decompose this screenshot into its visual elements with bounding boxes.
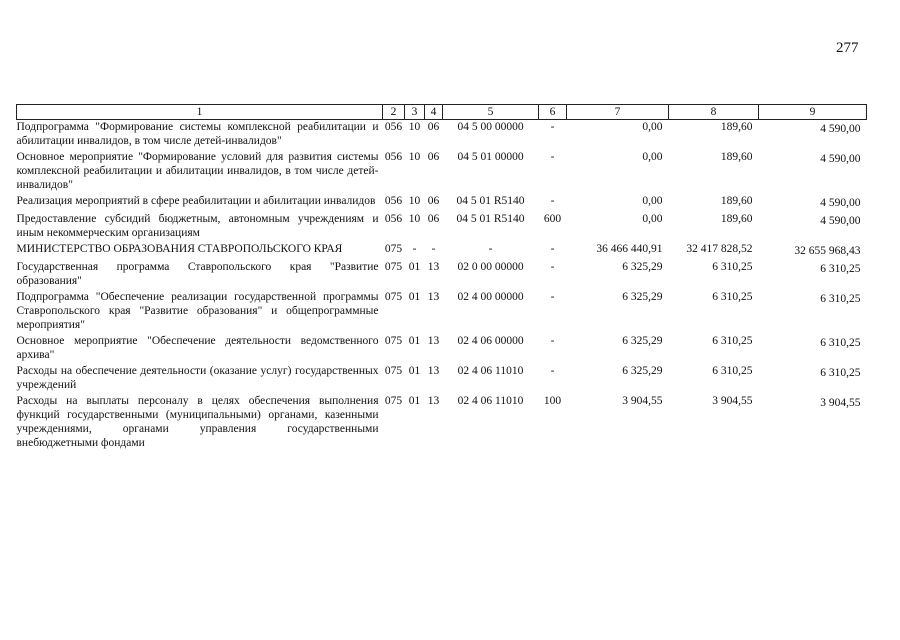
section-code: 10 <box>408 151 421 163</box>
amount-col-9: 6 310,25 <box>820 367 861 379</box>
header-row <box>17 105 867 120</box>
section-code: 01 <box>408 261 421 273</box>
table-row <box>17 120 867 151</box>
ministry-code: 075 <box>384 243 403 255</box>
amount-col-7: 6 325,29 <box>622 365 663 377</box>
item-name: Подпрограмма "Обеспечение реализации государственной программы Ставропольского края "Развитие образования" и общепрограммные мероприятия" <box>16 291 379 331</box>
target-article-code: 04 5 01 R5140 <box>456 213 525 225</box>
amount-col-7: 0,00 <box>642 121 663 133</box>
ministry-code: 056 <box>384 151 403 163</box>
table-row <box>17 212 867 242</box>
col-header-2: 2 <box>383 105 405 120</box>
col-header-9: 9 <box>759 105 867 120</box>
subsection-code: 13 <box>427 395 440 407</box>
amount-col-9: 6 310,25 <box>820 293 861 305</box>
expense-type-code: - <box>550 291 555 303</box>
section-code: 10 <box>408 121 421 133</box>
expense-type-code: 600 <box>543 213 562 225</box>
target-article-code: 02 0 00 00000 <box>457 261 524 273</box>
subsection-code: - <box>431 243 436 255</box>
item-name: Основное мероприятие "Формирование условий для развития системы комплексной реабилитации и абилитации инвалидов, в том числе детей-инвалидов" <box>16 151 379 191</box>
item-name: Предоставление субсидий бюджетным, автономным учреждениям и иным некоммерческим организациям <box>16 213 379 239</box>
expense-type-code: - <box>550 261 555 273</box>
subsection-code: 13 <box>427 335 440 347</box>
amount-col-7: 6 325,29 <box>622 291 663 303</box>
amount-col-8: 6 310,25 <box>712 261 753 273</box>
table-row <box>17 290 867 334</box>
subsection-code: 06 <box>427 121 440 133</box>
target-article-code: 04 5 00 00000 <box>457 121 524 133</box>
amount-col-8: 6 310,25 <box>712 335 753 347</box>
target-article-code: 02 4 00 00000 <box>457 291 524 303</box>
item-name: Расходы на обеспечение деятельности (оказание услуг) государственных учреждений <box>16 365 379 391</box>
amount-col-9: 4 590,00 <box>820 123 861 135</box>
ministry-code: 056 <box>384 213 403 225</box>
ministry-code: 075 <box>384 291 403 303</box>
amount-col-8: 189,60 <box>720 213 753 225</box>
expense-type-code: - <box>550 151 555 163</box>
section-code: - <box>412 243 417 255</box>
amount-col-8: 189,60 <box>720 195 753 207</box>
target-article-code: 02 4 06 00000 <box>457 335 524 347</box>
item-name: МИНИСТЕРСТВО ОБРАЗОВАНИЯ СТАВРОПОЛЬСКОГО КРАЯ <box>16 243 343 255</box>
ministry-code: 056 <box>384 121 403 133</box>
subsection-code: 13 <box>427 365 440 377</box>
amount-col-8: 189,60 <box>720 151 753 163</box>
col-header-7: 7 <box>567 105 669 120</box>
budget-table <box>16 104 867 452</box>
table-row <box>17 194 867 212</box>
table-row <box>17 242 867 260</box>
amount-col-9: 6 310,25 <box>820 263 861 275</box>
table-row <box>17 364 867 394</box>
section-code: 01 <box>408 335 421 347</box>
section-code: 01 <box>408 365 421 377</box>
col-header-5: 5 <box>443 105 539 120</box>
item-name: Государственная программа Ставропольского края "Развитие образования" <box>16 261 379 287</box>
amount-col-7: 6 325,29 <box>622 261 663 273</box>
expense-type-code: - <box>550 195 555 207</box>
section-code: 01 <box>408 291 421 303</box>
amount-col-9: 4 590,00 <box>820 215 861 227</box>
item-name: Расходы на выплаты персоналу в целях обеспечения выполнения функций государственными (муниципальными) органами, казенными учреждениями, органами управления государственными внебюджетными фондами <box>16 395 379 449</box>
subsection-code: 06 <box>427 151 440 163</box>
section-code: 10 <box>408 213 421 225</box>
amount-col-8: 32 417 828,52 <box>686 243 753 255</box>
subsection-code: 06 <box>427 195 440 207</box>
col-header-6: 6 <box>539 105 567 120</box>
item-name: Основное мероприятие "Обеспечение деятельности ведомственного архива" <box>16 335 379 361</box>
subsection-code: 13 <box>427 291 440 303</box>
amount-col-8: 6 310,25 <box>712 291 753 303</box>
target-article-code: 02 4 06 11010 <box>457 395 524 407</box>
table-row <box>17 394 867 452</box>
ministry-code: 075 <box>384 395 403 407</box>
table-body <box>17 120 867 453</box>
col-header-1: 1 <box>17 105 383 120</box>
amount-col-7: 0,00 <box>642 151 663 163</box>
amount-col-9: 4 590,00 <box>820 197 861 209</box>
table-row <box>17 334 867 364</box>
ministry-code: 075 <box>384 261 403 273</box>
item-name: Подпрограмма "Формирование системы комплексной реабилитации и абилитации инвалидов, в том числе детей-инвалидов" <box>16 121 379 147</box>
amount-col-7: 6 325,29 <box>622 335 663 347</box>
amount-col-9: 4 590,00 <box>820 153 861 165</box>
amount-col-9: 6 310,25 <box>820 337 861 349</box>
expense-type-code: - <box>550 243 555 255</box>
expense-type-code: - <box>550 365 555 377</box>
table-row <box>17 150 867 194</box>
ministry-code: 075 <box>384 335 403 347</box>
subsection-code: 06 <box>427 213 440 225</box>
col-header-3: 3 <box>405 105 425 120</box>
col-header-4: 4 <box>425 105 443 120</box>
target-article-code: 02 4 06 11010 <box>457 365 524 377</box>
subsection-code: 13 <box>427 261 440 273</box>
table-row <box>17 260 867 290</box>
amount-col-7: 0,00 <box>642 195 663 207</box>
amount-col-9: 32 655 968,43 <box>794 245 861 257</box>
section-code: 10 <box>408 195 421 207</box>
amount-col-8: 3 904,55 <box>712 395 753 407</box>
expense-type-code: 100 <box>543 395 562 407</box>
amount-col-9: 3 904,55 <box>820 397 861 409</box>
page-number: 277 <box>836 40 859 56</box>
target-article-code: 04 5 01 00000 <box>457 151 524 163</box>
expense-type-code: - <box>550 121 555 133</box>
section-code: 01 <box>408 395 421 407</box>
amount-col-8: 6 310,25 <box>712 365 753 377</box>
target-article-code: - <box>488 243 493 255</box>
amount-col-7: 0,00 <box>642 213 663 225</box>
amount-col-7: 36 466 440,91 <box>596 243 663 255</box>
expense-type-code: - <box>550 335 555 347</box>
amount-col-7: 3 904,55 <box>622 395 663 407</box>
ministry-code: 075 <box>384 365 403 377</box>
col-header-8: 8 <box>669 105 759 120</box>
ministry-code: 056 <box>384 195 403 207</box>
amount-col-8: 189,60 <box>720 121 753 133</box>
target-article-code: 04 5 01 R5140 <box>456 195 525 207</box>
item-name: Реализация мероприятий в сфере реабилитации и абилитации инвалидов <box>16 195 376 207</box>
